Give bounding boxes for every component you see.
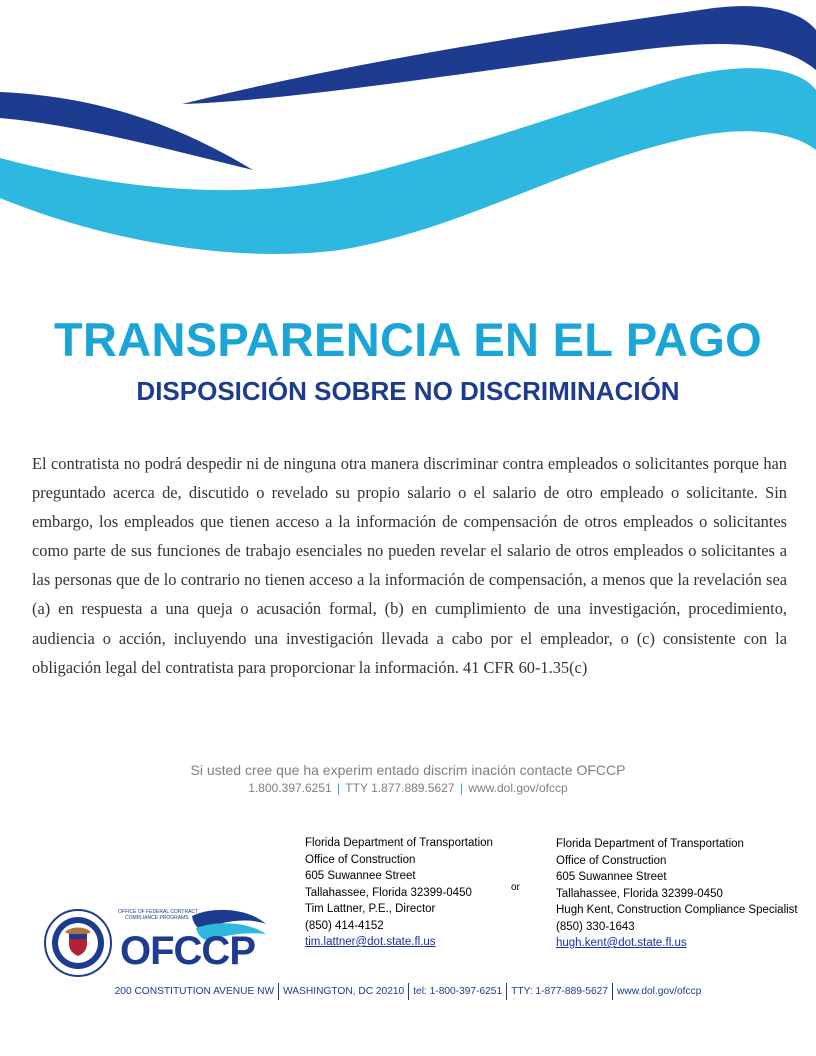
address-line: Florida Department of Transportation bbox=[556, 838, 744, 850]
address-block-a bbox=[305, 835, 493, 951]
body-paragraph: El contratista no podrá despedir ni de ninguna otra manera discriminar contra empleados o solicitantes porque han preguntado acerca de, discutido o revelado su propio salario o el salario de otro empleado o solicitante. Sin embargo, los empleados que tienen acceso a la información de compensación de otros empleados o solicitantes como parte de sus funciones de trabajo esenciales no pueden revelar el salario de otros empleados o solicitantes a las personas que de lo contrario no tienen acceso a la información de compensación, a menos que la revelación sea (a) en respuesta a una queja o acusación formal, (b) en cumplimiento de una investigación, procedimiento, audiencia o acción, incluyendo una investigación llevada a cabo por el empleador, o (c) consistente con la obligación legal del contratista para proporcionar la información. 41 CFR 60-1.35(c) bbox=[32, 454, 787, 677]
address-line: Tallahassee, Florida 32399-0450 bbox=[556, 887, 723, 900]
contact-tty: TTY 1.877.889.5627 bbox=[345, 781, 455, 795]
contact-name: Hugh Kent, Construction Compliance Specialist bbox=[556, 904, 798, 916]
contact-phone: (850) 414-4152 bbox=[305, 919, 384, 932]
contact-web-link[interactable]: www.dol.gov/ofccp bbox=[468, 781, 568, 795]
footer bbox=[0, 983, 816, 1000]
divider bbox=[612, 983, 613, 1000]
address-line: Florida Department of Transportation bbox=[305, 837, 493, 849]
contact-details bbox=[0, 781, 816, 795]
department-of-labor-seal-icon bbox=[43, 908, 113, 978]
contact-phone: 1.800.397.6251 bbox=[248, 781, 332, 795]
address-line: 605 Suwannee Street bbox=[556, 871, 667, 883]
address-line: 605 Suwannee Street bbox=[305, 870, 416, 882]
page-subtitle: DISPOSICIÓN SOBRE NO DISCRIMINACIÓN bbox=[136, 376, 680, 406]
address-block-b bbox=[556, 836, 798, 952]
footer-address: 200 CONSTITUTION AVENUE NW bbox=[114, 986, 275, 998]
divider bbox=[278, 983, 279, 1000]
contact-line: Si usted cree que ha experim entado discrim inación contacte OFCCP bbox=[190, 762, 626, 778]
logo-wordmark: OFCCP bbox=[120, 929, 255, 968]
address-line: Office of Construction bbox=[305, 853, 416, 866]
footer-tel: tel: 1-800-397-6251 bbox=[413, 986, 503, 998]
footer-tty: TTY: 1-877-889-5627 bbox=[511, 986, 608, 998]
footer-city: WASHINGTON, DC 20210 bbox=[283, 986, 405, 998]
separator: | bbox=[337, 781, 341, 795]
email-link[interactable]: hugh.kent@dot.state.fl.us bbox=[556, 937, 687, 949]
logo-small-text-1: OFFICE OF FEDERAL CONTRACT bbox=[118, 909, 199, 915]
or-label: or bbox=[511, 882, 520, 893]
header-wave-graphic bbox=[0, 0, 816, 260]
address-line: Tallahassee, Florida 32399-0450 bbox=[305, 886, 472, 899]
logo-small-text-2: COMPLIANCE PROGRAMS bbox=[125, 915, 189, 921]
page-title: TRANSPARENCIA EN EL PAGO bbox=[54, 313, 762, 366]
divider bbox=[408, 983, 409, 1000]
divider bbox=[506, 983, 507, 1000]
footer-web-link[interactable]: www.dol.gov/ofccp bbox=[616, 986, 702, 998]
contact-name: Tim Lattner, P.E., Director bbox=[305, 903, 436, 915]
contact-phone: (850) 330-1643 bbox=[556, 920, 635, 933]
address-line: Office of Construction bbox=[556, 854, 667, 867]
ofccp-logo bbox=[118, 906, 268, 968]
separator: | bbox=[459, 781, 463, 795]
email-link[interactable]: tim.lattner@dot.state.fl.us bbox=[305, 936, 436, 948]
